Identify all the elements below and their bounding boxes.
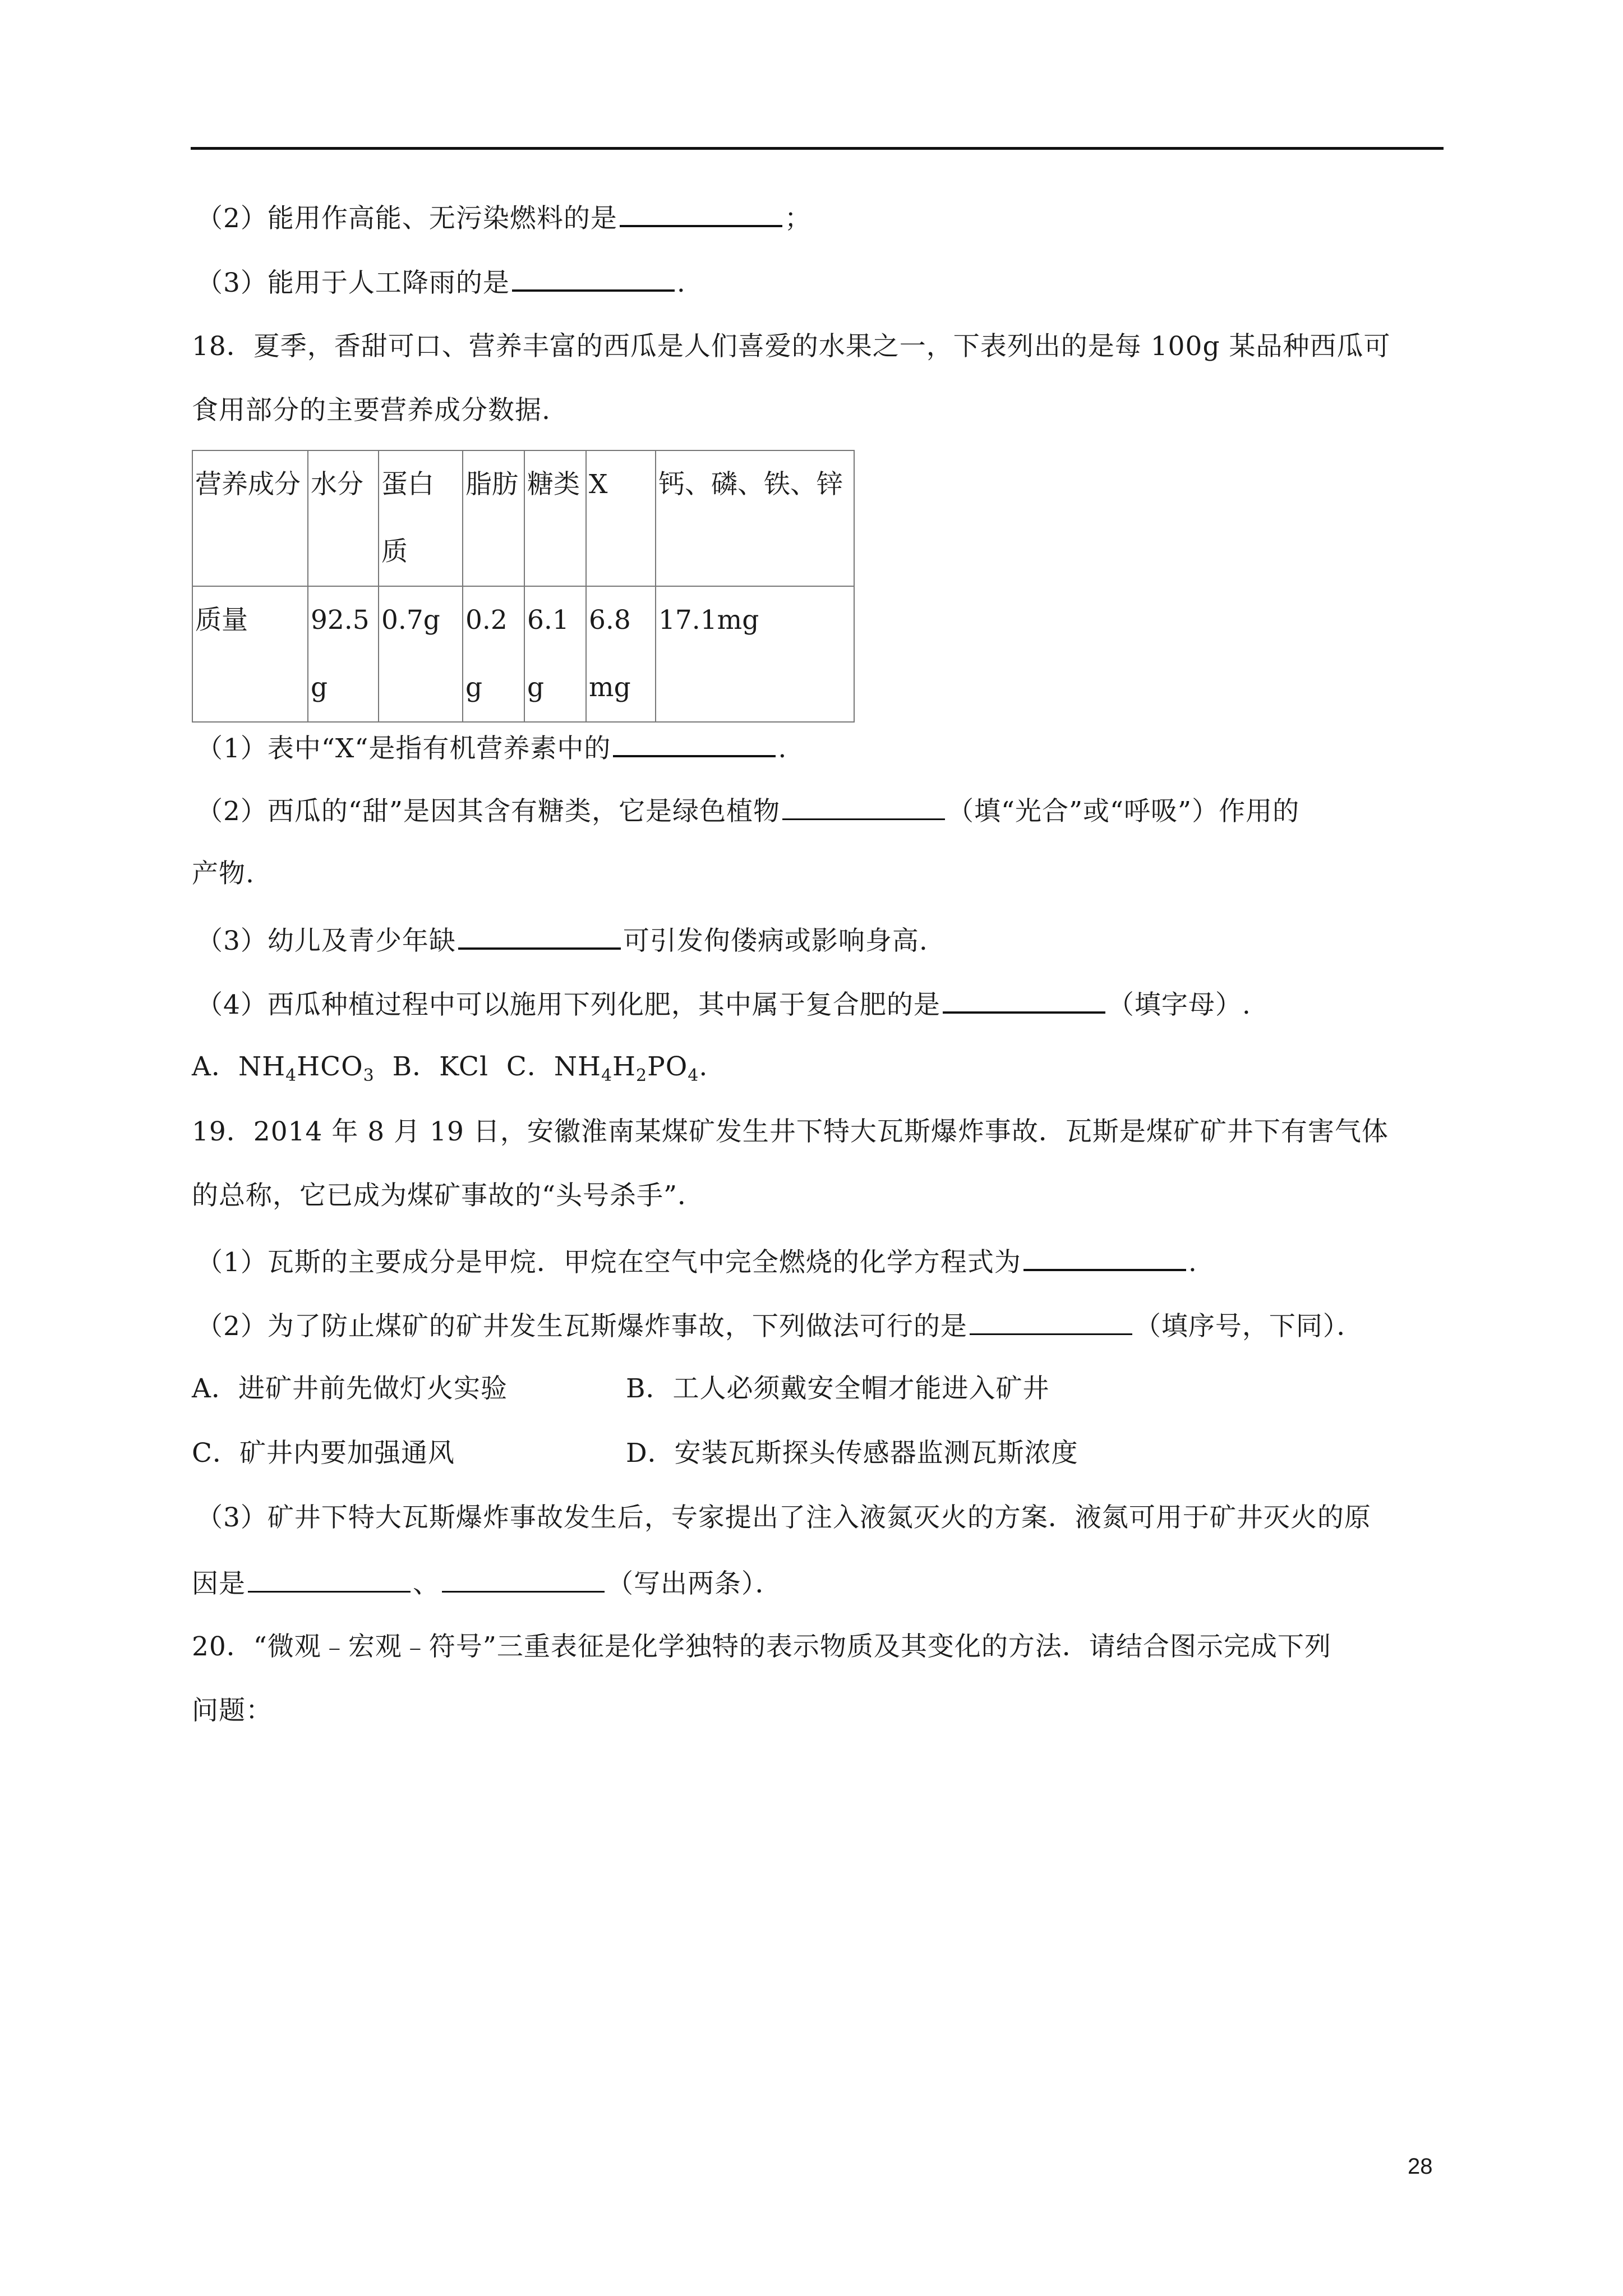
table-row-values <box>192 586 854 722</box>
question-text: （4）西瓜种植过程中可以施用下列化肥，其中属于复合肥的是 <box>196 990 940 1020</box>
table-cell: 92.5g <box>308 586 379 722</box>
question-text: （填字母）. <box>1107 990 1251 1020</box>
option-text: A．NH <box>192 1051 286 1082</box>
table-cell: 6.8mg <box>586 586 656 722</box>
option-text: H <box>612 1051 637 1082</box>
question-18-1 <box>196 729 787 766</box>
subscript: 4 <box>601 1066 613 1085</box>
subscript: 3 <box>363 1066 375 1085</box>
question-text: （3）能用于人工降雨的是 <box>196 268 510 298</box>
question-17-3 <box>196 264 686 300</box>
answer-blank <box>442 1565 605 1593</box>
option-text: B．KCl C．NH <box>374 1051 601 1082</box>
answer-blank <box>943 986 1105 1014</box>
question-20-stem-line2: 问题： <box>192 1695 273 1726</box>
question-text: （填序号，下同）． <box>1134 1311 1364 1342</box>
question-19-option-c: C．矿井内要加强通风 <box>192 1438 455 1469</box>
subscript: 4 <box>688 1066 699 1085</box>
question-19-stem-line1: 19．2014 年 8 月 19 日，安徽淮南某煤矿发生井下特大瓦斯爆炸事故．瓦斯是煤矿矿井下有害气体 <box>192 1116 1389 1147</box>
answer-blank <box>1023 1243 1186 1271</box>
question-text: （填“光合”或“呼吸”）作用的 <box>947 796 1300 827</box>
question-18-options <box>192 1050 708 1084</box>
question-text: 可引发佝偻病或影响身高. <box>623 926 928 956</box>
option-text: HCO <box>297 1051 363 1082</box>
answer-blank <box>248 1565 411 1593</box>
table-header-cell: X <box>586 450 656 586</box>
question-18-2 <box>196 793 1299 829</box>
table-header-cell: 水分 <box>308 450 379 586</box>
question-text: （3）幼儿及青少年缺 <box>196 926 456 956</box>
page-number: 28 <box>1408 2154 1433 2179</box>
question-18-3 <box>196 922 928 958</box>
option-text: . <box>699 1051 708 1082</box>
table-header-cell: 脂肪 <box>463 450 524 586</box>
question-text: ； <box>784 203 811 234</box>
header-rule <box>191 147 1444 150</box>
question-text: （2）能用作高能、无污染燃料的是 <box>196 203 617 234</box>
question-18-stem-line1: 18．夏季，香甜可口、营养丰富的西瓜是人们喜爱的水果之一，下表列出的是每 100g 某品种西瓜可 <box>192 331 1391 362</box>
question-19-option-b: B．工人必须戴安全帽才能进入矿井 <box>626 1373 1050 1404</box>
table-header-cell: 营养成分 <box>192 450 308 586</box>
question-text: . <box>778 733 787 764</box>
table-cell: 17.1mg <box>656 586 854 722</box>
answer-blank <box>512 264 675 292</box>
question-text: . <box>1188 1247 1197 1278</box>
question-19-stem-line2: 的总称，它已成为煤矿事故的“头号杀手”． <box>192 1180 705 1211</box>
question-17-2 <box>196 199 811 236</box>
question-19-2 <box>196 1308 1363 1343</box>
answer-blank <box>620 199 782 227</box>
question-text: . <box>676 268 686 298</box>
answer-blank <box>613 729 776 757</box>
answer-blank <box>458 922 621 950</box>
question-19-option-d: D．安装瓦斯探头传感器监测瓦斯浓度 <box>626 1438 1078 1469</box>
question-19-option-a: A．进矿井前先做灯火实验 <box>192 1373 508 1404</box>
answer-blank <box>782 793 945 820</box>
subscript: 4 <box>285 1066 297 1085</box>
table-cell: 6.1g <box>524 586 586 722</box>
question-text: （写出两条）． <box>607 1568 782 1599</box>
question-19-1 <box>196 1243 1197 1280</box>
option-text: PO <box>647 1051 688 1082</box>
table-cell: 0.7g <box>379 586 463 722</box>
question-text: 因是 <box>192 1568 246 1599</box>
table-row-label: 质量 <box>192 586 308 722</box>
question-18-4 <box>196 986 1251 1022</box>
question-18-stem-line2: 食用部分的主要营养成分数据. <box>192 395 551 426</box>
question-text: （2）为了防止煤矿的矿井发生瓦斯爆炸事故，下列做法可行的是 <box>196 1311 967 1342</box>
question-19-3-line1: （3）矿井下特大瓦斯爆炸事故发生后，专家提出了注入液氮灭火的方案．液氮可用于矿井灭火的原 <box>196 1502 1371 1533</box>
table-header-cell: 蛋白质 <box>379 450 463 586</box>
question-text: 、 <box>413 1568 440 1599</box>
question-text: （1）表中“X“是指有机营养素中的 <box>196 733 611 764</box>
question-18-2-line2: 产物. <box>192 858 255 889</box>
table-header-cell: 糖类 <box>524 450 586 586</box>
question-19-3-line2 <box>192 1565 782 1601</box>
subscript: 2 <box>636 1066 648 1085</box>
question-text: （1）瓦斯的主要成分是甲烷．甲烷在空气中完全燃烧的化学方程式为 <box>196 1247 1021 1278</box>
answer-blank <box>970 1308 1132 1335</box>
table-cell: 0.2g <box>463 586 524 722</box>
table-header-cell: 钙、磷、铁、锌 <box>656 450 854 586</box>
nutrition-table <box>192 450 855 723</box>
question-20-stem-line1: 20．“微观﹣宏观﹣符号”三重表征是化学独特的表示物质及其变化的方法．请结合图示完成下列 <box>192 1631 1331 1662</box>
table-row-header <box>192 450 854 586</box>
question-text: （2）西瓜的“甜”是因其含有糖类，它是绿色植物 <box>196 796 780 827</box>
